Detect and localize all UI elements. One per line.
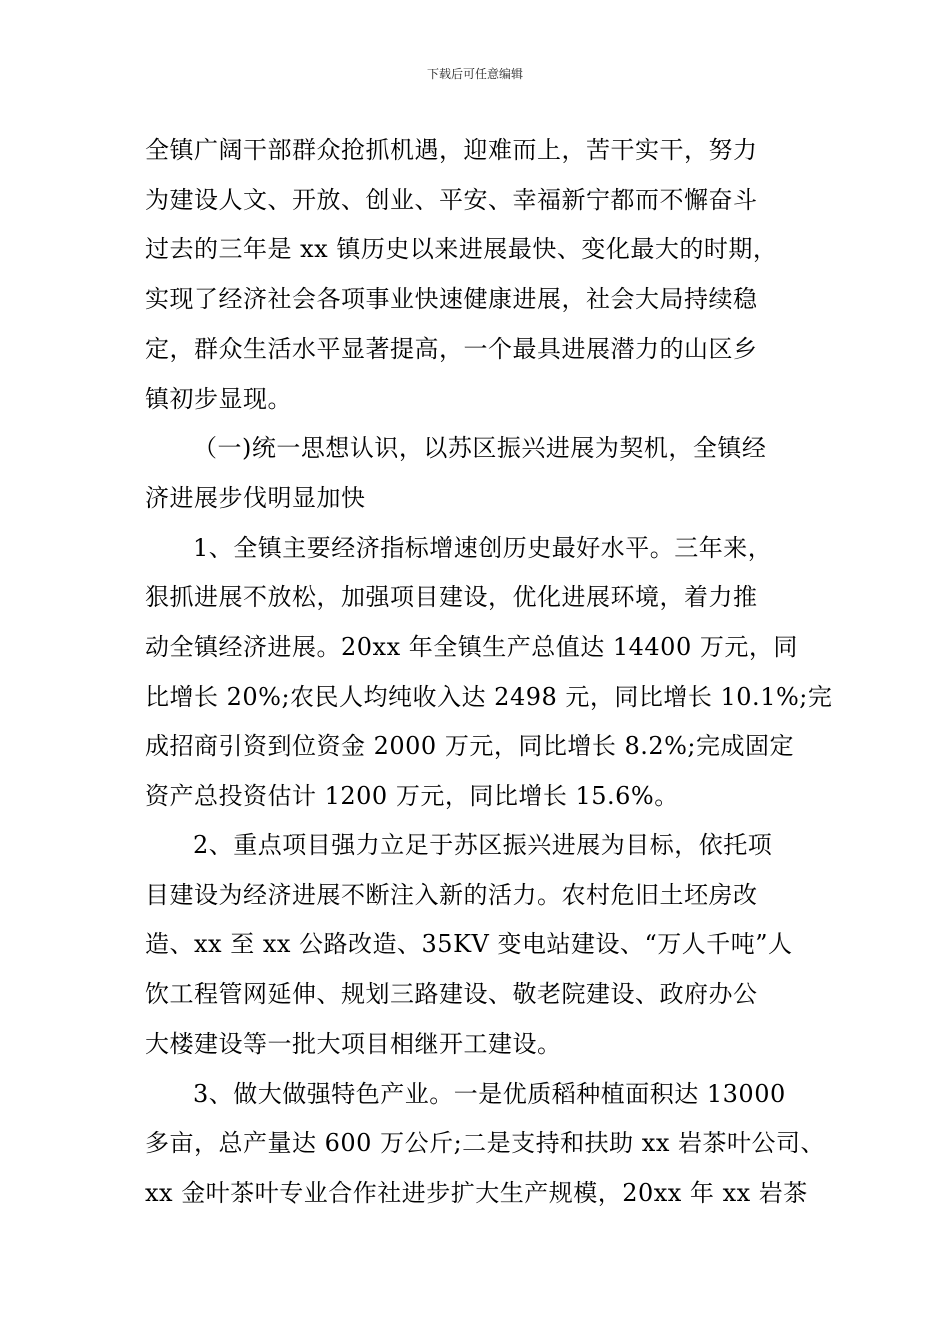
- section-heading-cont: 济进展步伐明显加快: [145, 484, 366, 512]
- text-line: 全镇广阔干部群众抢抓机遇，迎难而上，苦干实干，努力: [145, 136, 758, 164]
- text-line: 资产总投资估计 1200 万元，同比增长 15.6%。: [145, 782, 679, 810]
- text-line: 镇初步显现。: [145, 385, 292, 413]
- text-line: 动全镇经济进展。20xx 年全镇生产总值达 14400 万元，同: [145, 633, 798, 661]
- text-line: 定，群众生活水平显著提高，一个最具进展潜力的山区乡: [145, 335, 758, 363]
- text-line: 狠抓进展不放松，加强项目建设，优化进展环境，着力推: [145, 583, 758, 611]
- text-line: 比增长 20%;农民人均纯收入达 2498 元，同比增长 10.1%;完: [145, 683, 833, 711]
- paragraph-start: 2、重点项目强力立足于苏区振兴进展为目标，依托项: [193, 831, 773, 859]
- text-line: 饮工程管网延伸、规划三路建设、敬老院建设、政府办公: [145, 980, 758, 1008]
- page-header: 下载后可任意编辑: [426, 67, 523, 81]
- text-line: 实现了经济社会各项事业快速健康进展，社会大局持续稳: [145, 285, 758, 313]
- text-line: 多亩，总产量达 600 万公斤;二是支持和扶助 xx 岩茶叶公司、: [145, 1129, 825, 1157]
- paragraph-start: 1、全镇主要经济指标增速创历史最好水平。三年来，: [193, 534, 773, 562]
- text-line: 成招商引资到位资金 2000 万元，同比增长 8.2%;完成固定: [145, 732, 795, 760]
- text-line: 过去的三年是 xx 镇历史以来进展最快、变化最大的时期，: [145, 235, 778, 263]
- paragraph-start: 3、做大做强特色产业。一是优质稻种植面积达 13000: [193, 1080, 786, 1108]
- section-heading: （一)统一思想认识，以苏区振兴进展为契机，全镇经: [193, 434, 767, 462]
- text-line: 目建设为经济进展不断注入新的活力。农村危旧土坯房改: [145, 881, 758, 909]
- text-line: 为建设人文、开放、创业、平安、幸福新宁都而不懈奋斗: [145, 186, 758, 214]
- text-line: 大楼建设等一批大项目相继开工建设。: [145, 1030, 562, 1058]
- text-line: xx 金叶茶叶专业合作社进步扩大生产规模，20xx 年 xx 岩茶: [145, 1179, 808, 1207]
- text-line: 造、xx 至 xx 公路改造、35KV 变电站建设、“万人千吨”人: [145, 930, 793, 958]
